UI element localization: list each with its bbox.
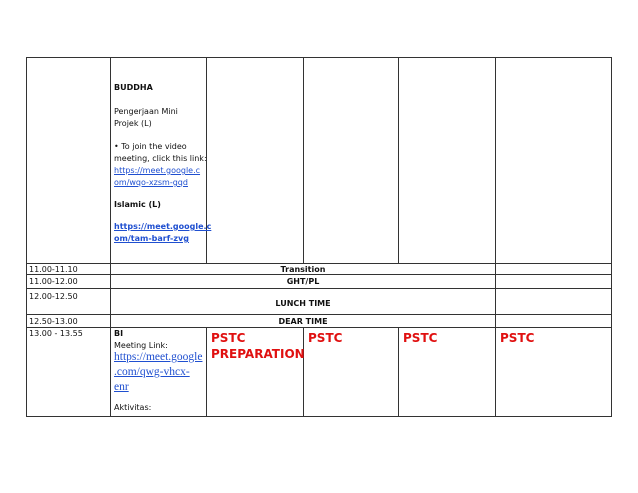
pstc-preparation-label: PREPARATION bbox=[211, 347, 305, 361]
col-divider bbox=[495, 57, 496, 417]
pstc-label: PSTC bbox=[500, 331, 535, 345]
subject-title: BI bbox=[114, 329, 124, 338]
table-border-left bbox=[26, 57, 27, 417]
table-border-top bbox=[26, 57, 612, 58]
activity-line: Pengerjaan Mini bbox=[114, 107, 178, 116]
table-border-right bbox=[611, 57, 612, 417]
subject-title: BUDDHA bbox=[114, 83, 153, 92]
instruction-line: • To join the video bbox=[114, 142, 187, 151]
meeting-link[interactable]: https://meet.google.c bbox=[114, 166, 201, 175]
row-label: DEAR TIME bbox=[278, 317, 328, 326]
col-divider bbox=[110, 57, 111, 417]
meeting-link[interactable]: .com/qwg-vhcx- bbox=[114, 366, 190, 378]
instruction-line: meeting, click this link: bbox=[114, 154, 207, 163]
row-divider bbox=[26, 314, 612, 315]
col-divider bbox=[206, 327, 207, 417]
col-divider bbox=[303, 327, 304, 417]
row-label: LUNCH TIME bbox=[275, 299, 331, 308]
pstc-label: PSTC bbox=[403, 331, 438, 345]
activity-label: Aktivitas: bbox=[114, 403, 152, 412]
pstc-label: PSTC bbox=[211, 331, 246, 345]
row-label: Transition bbox=[280, 265, 326, 274]
col-divider bbox=[303, 57, 304, 264]
time-label: 12.00-12.50 bbox=[29, 292, 78, 301]
col-divider bbox=[398, 327, 399, 417]
table-border-bottom bbox=[26, 416, 612, 417]
meeting-link[interactable]: https://meet.google bbox=[114, 351, 203, 363]
row-label: GHT/PL bbox=[286, 277, 320, 286]
time-label: 12.50-13.00 bbox=[29, 317, 78, 326]
pstc-label: PSTC bbox=[308, 331, 343, 345]
time-label: 11.00-11.10 bbox=[29, 265, 78, 274]
meeting-link[interactable]: https://meet.google.c bbox=[114, 222, 212, 231]
time-label: 13.00 - 13.55 bbox=[29, 329, 83, 338]
meeting-link[interactable]: om/tam-barf-zvg bbox=[114, 234, 189, 243]
row-divider bbox=[26, 288, 612, 289]
meeting-link[interactable]: enr bbox=[114, 381, 129, 393]
col-divider bbox=[398, 57, 399, 264]
meeting-label: Meeting Link: bbox=[114, 341, 168, 350]
meeting-link[interactable]: om/wqo-xzsm-gqd bbox=[114, 178, 188, 187]
time-label: 11.00-12.00 bbox=[29, 277, 78, 286]
subject-title: Islamic (L) bbox=[114, 200, 161, 209]
activity-line: Projek (L) bbox=[114, 119, 152, 128]
